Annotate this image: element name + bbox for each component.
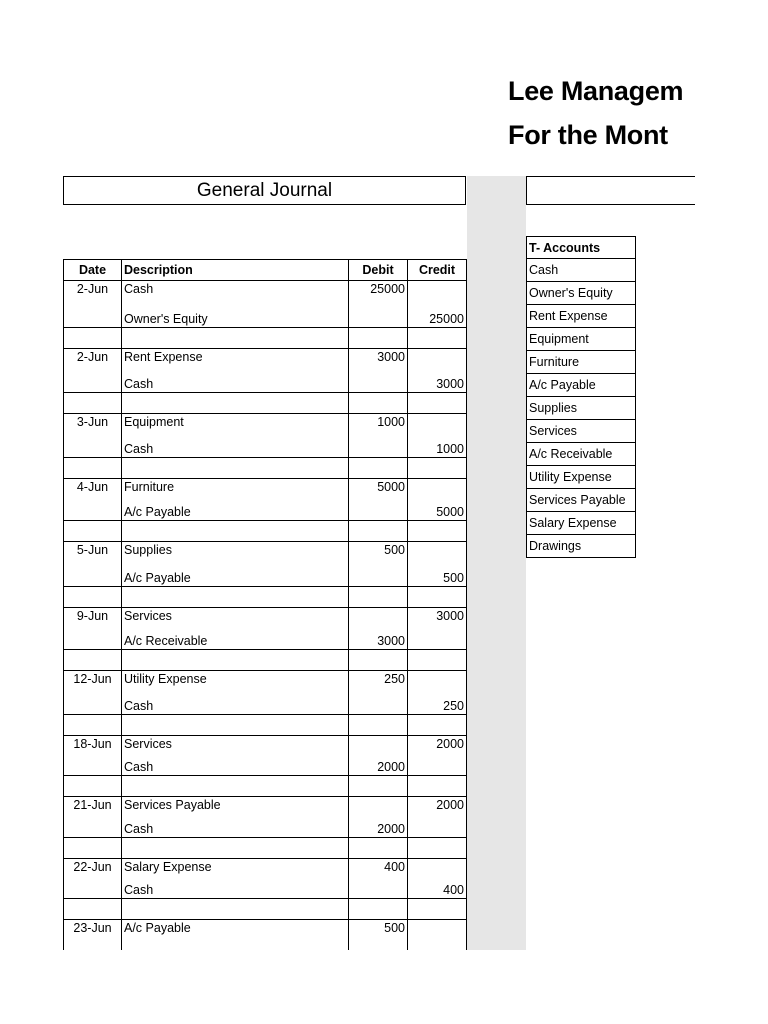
empty-cell	[64, 587, 122, 608]
journal-spacer-row	[64, 587, 467, 608]
t-account-row	[527, 512, 636, 535]
general-journal-table	[63, 259, 467, 960]
entry-debit	[349, 692, 408, 715]
entry-account: Owner's Equity	[122, 304, 349, 328]
entry-debit: 2000	[349, 818, 408, 838]
entry-date: 2-Jun	[64, 281, 122, 328]
entry-account: Cash	[122, 879, 349, 899]
page-bottom-margin	[0, 950, 768, 1024]
empty-cell	[122, 838, 349, 859]
t-account-name: Services	[527, 420, 636, 443]
t-account-name: Salary Expense	[527, 512, 636, 535]
empty-cell	[408, 521, 467, 542]
entry-account: Supplies	[122, 542, 349, 563]
journal-entry-row	[64, 756, 467, 776]
empty-cell	[408, 899, 467, 920]
empty-cell	[122, 587, 349, 608]
entry-credit	[408, 281, 467, 304]
entry-account: Rent Expense	[122, 349, 349, 372]
t-account-name: Services Payable	[527, 489, 636, 512]
entry-account: Equipment	[122, 414, 349, 435]
empty-cell	[122, 715, 349, 736]
entry-account: A/c Receivable	[122, 629, 349, 650]
entry-account: Cash	[122, 281, 349, 304]
entry-credit	[408, 859, 467, 879]
t-account-name: Supplies	[527, 397, 636, 420]
journal-entry-row	[64, 372, 467, 393]
entry-debit	[349, 608, 408, 629]
journal-entry-row	[64, 542, 467, 563]
empty-cell	[64, 458, 122, 479]
entry-account: Services	[122, 608, 349, 629]
entry-credit	[408, 414, 467, 435]
t-account-row	[527, 420, 636, 443]
entry-credit	[408, 756, 467, 776]
date-column-header: Date	[64, 260, 122, 281]
empty-cell	[349, 650, 408, 671]
empty-cell	[408, 715, 467, 736]
entry-account: Cash	[122, 692, 349, 715]
empty-cell	[64, 521, 122, 542]
journal-spacer-row	[64, 838, 467, 859]
empty-cell	[408, 650, 467, 671]
entry-debit: 250	[349, 671, 408, 692]
journal-entry-row	[64, 349, 467, 372]
journal-entry-row	[64, 692, 467, 715]
entry-date: 18-Jun	[64, 736, 122, 776]
empty-cell	[122, 328, 349, 349]
entry-date: 12-Jun	[64, 671, 122, 715]
entry-credit	[408, 542, 467, 563]
entry-debit: 1000	[349, 414, 408, 435]
t-account-row	[527, 305, 636, 328]
entry-debit: 500	[349, 542, 408, 563]
journal-entry-row	[64, 671, 467, 692]
general-journal-header	[63, 176, 466, 205]
journal-entry-row	[64, 414, 467, 435]
entry-debit	[349, 879, 408, 899]
company-title: Lee Managem	[508, 76, 684, 106]
entry-credit: 3000	[408, 372, 467, 393]
t-account-row	[527, 374, 636, 397]
entry-account: Utility Expense	[122, 671, 349, 692]
t-account-row	[527, 259, 636, 282]
t-account-row	[527, 397, 636, 420]
empty-cell	[349, 458, 408, 479]
t-account-name: Owner's Equity	[527, 282, 636, 305]
entry-account: Furniture	[122, 479, 349, 501]
empty-cell	[122, 899, 349, 920]
entry-credit: 250	[408, 692, 467, 715]
period-title: For the Mont	[508, 120, 668, 150]
empty-cell	[349, 587, 408, 608]
entry-date: 23-Jun	[64, 920, 122, 960]
entry-debit: 500	[349, 920, 408, 940]
entry-debit: 3000	[349, 349, 408, 372]
entry-debit	[349, 372, 408, 393]
t-account-row	[527, 535, 636, 558]
empty-cell	[64, 899, 122, 920]
entry-debit	[349, 435, 408, 458]
journal-entry-row	[64, 920, 467, 940]
empty-cell	[122, 521, 349, 542]
entry-credit	[408, 629, 467, 650]
empty-cell	[408, 776, 467, 797]
journal-entry-row	[64, 879, 467, 899]
entry-account: Services	[122, 736, 349, 756]
journal-entry-row	[64, 479, 467, 501]
entry-account: Cash	[122, 372, 349, 393]
entry-account: Cash	[122, 756, 349, 776]
entry-credit	[408, 671, 467, 692]
empty-cell	[349, 328, 408, 349]
t-account-name: Equipment	[527, 328, 636, 351]
general-journal-title: General Journal	[196, 179, 333, 201]
journal-entry-row	[64, 563, 467, 587]
empty-cell	[349, 715, 408, 736]
entry-credit: 1000	[408, 435, 467, 458]
t-account-name: Cash	[527, 259, 636, 282]
entry-debit	[349, 501, 408, 521]
journal-entry-row	[64, 736, 467, 756]
journal-entry-row	[64, 859, 467, 879]
t-account-name: A/c Payable	[527, 374, 636, 397]
empty-cell	[64, 328, 122, 349]
entry-account: Salary Expense	[122, 859, 349, 879]
empty-cell	[122, 776, 349, 797]
journal-entry-row	[64, 304, 467, 328]
empty-cell	[349, 393, 408, 414]
right-section-header	[526, 176, 695, 205]
entry-debit	[349, 797, 408, 818]
journal-spacer-row	[64, 393, 467, 414]
journal-spacer-row	[64, 328, 467, 349]
empty-cell	[408, 838, 467, 859]
entry-account: Services Payable	[122, 797, 349, 818]
empty-cell	[349, 776, 408, 797]
journal-spacer-row	[64, 899, 467, 920]
entry-credit: 400	[408, 879, 467, 899]
journal-entry-row	[64, 435, 467, 458]
entry-date: 21-Jun	[64, 797, 122, 838]
journal-spacer-row	[64, 521, 467, 542]
entry-credit	[408, 920, 467, 940]
t-account-row	[527, 466, 636, 489]
empty-cell	[408, 328, 467, 349]
t-account-row	[527, 282, 636, 305]
entry-credit: 25000	[408, 304, 467, 328]
t-account-name: Rent Expense	[527, 305, 636, 328]
empty-cell	[122, 393, 349, 414]
credit-column-header: Credit	[408, 260, 467, 281]
entry-date: 2-Jun	[64, 349, 122, 393]
entry-credit	[408, 818, 467, 838]
entry-debit: 25000	[349, 281, 408, 304]
journal-spacer-row	[64, 458, 467, 479]
journal-spacer-row	[64, 650, 467, 671]
t-account-row	[527, 489, 636, 512]
empty-cell	[349, 521, 408, 542]
journal-spacer-row	[64, 715, 467, 736]
entry-debit	[349, 736, 408, 756]
empty-cell	[64, 776, 122, 797]
t-account-row	[527, 328, 636, 351]
journal-entry-row	[64, 818, 467, 838]
entry-date: 3-Jun	[64, 414, 122, 458]
empty-cell	[122, 650, 349, 671]
entry-credit: 3000	[408, 608, 467, 629]
entry-date: 22-Jun	[64, 859, 122, 899]
description-column-header: Description	[122, 260, 349, 281]
empty-cell	[408, 393, 467, 414]
t-account-name: Drawings	[527, 535, 636, 558]
entry-debit: 3000	[349, 629, 408, 650]
entry-debit	[349, 563, 408, 587]
debit-column-header: Debit	[349, 260, 408, 281]
t-account-row	[527, 443, 636, 466]
journal-header-row	[64, 260, 467, 281]
entry-date: 9-Jun	[64, 608, 122, 650]
t-account-row	[527, 351, 636, 374]
entry-credit: 5000	[408, 501, 467, 521]
entry-debit: 400	[349, 859, 408, 879]
empty-cell	[408, 458, 467, 479]
entry-debit: 5000	[349, 479, 408, 501]
entry-date: 4-Jun	[64, 479, 122, 521]
entry-account: Cash	[122, 818, 349, 838]
entry-credit	[408, 479, 467, 501]
entry-debit: 2000	[349, 756, 408, 776]
journal-spacer-row	[64, 776, 467, 797]
empty-cell	[64, 838, 122, 859]
empty-cell	[64, 715, 122, 736]
empty-cell	[64, 393, 122, 414]
entry-credit: 2000	[408, 797, 467, 818]
journal-entry-row	[64, 501, 467, 521]
entry-credit: 500	[408, 563, 467, 587]
entry-account: Cash	[122, 435, 349, 458]
t-accounts-title: T- Accounts	[527, 237, 636, 259]
empty-cell	[408, 587, 467, 608]
t-account-name: Furniture	[527, 351, 636, 374]
entry-account: A/c Payable	[122, 920, 349, 940]
entry-account: A/c Payable	[122, 563, 349, 587]
t-accounts-table	[526, 236, 636, 558]
entry-credit	[408, 349, 467, 372]
entry-date: 5-Jun	[64, 542, 122, 587]
journal-entry-row	[64, 608, 467, 629]
journal-entry-row	[64, 797, 467, 818]
journal-entry-row	[64, 629, 467, 650]
entry-credit: 2000	[408, 736, 467, 756]
journal-entry-row	[64, 281, 467, 304]
t-account-name: Utility Expense	[527, 466, 636, 489]
empty-cell	[349, 899, 408, 920]
gray-column-band	[467, 176, 526, 950]
empty-cell	[349, 838, 408, 859]
t-accounts-header-row	[527, 237, 636, 259]
t-accounts-body	[527, 259, 636, 558]
entry-account: A/c Payable	[122, 501, 349, 521]
entry-debit	[349, 304, 408, 328]
empty-cell	[122, 458, 349, 479]
journal-body	[64, 281, 467, 960]
t-account-name: A/c Receivable	[527, 443, 636, 466]
empty-cell	[64, 650, 122, 671]
